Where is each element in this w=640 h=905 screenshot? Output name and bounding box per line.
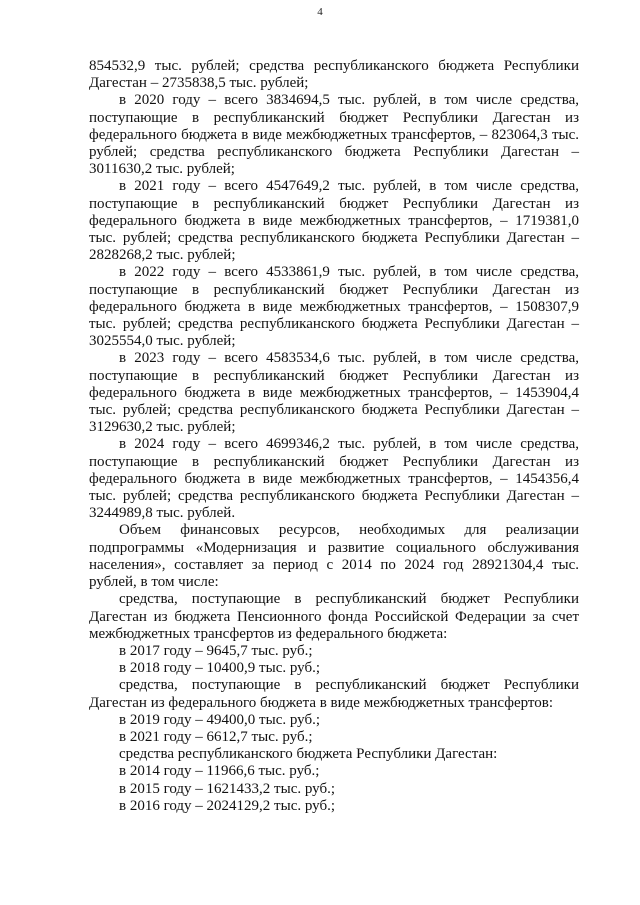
- list-item-2016: в 2016 году – 2024129,2 тыс. руб.;: [119, 797, 336, 814]
- list-item-2019: в 2019 году – 49400,0 тыс. руб.;: [119, 711, 321, 728]
- document-body: [89, 58, 579, 815]
- list-item-2014: в 2014 году – 11966,6 тыс. руб.;: [119, 763, 320, 780]
- paragraph-pension-fund-source: средства, поступающие в республиканский бюджет Республики Дагестан из бюджета Пенсионного фонда Российской Федерации за счет межбюджетных трансфертов из федерального бюджета:: [89, 591, 579, 642]
- paragraph-federal-source: средства, поступающие в республиканский бюджет Республики Дагестан из федерального бюджета в виде межбюджетных трансфертов:: [89, 677, 579, 711]
- paragraph-2019-continuation: 854532,9 тыс. рублей; средства республиканского бюджета Республики Дагестан – 2735838,5 тыс. рублей;: [89, 58, 579, 92]
- list-item-2021: в 2021 году – 6612,7 тыс. руб.;: [119, 728, 313, 745]
- list-item-2018: в 2018 году – 10400,9 тыс. руб.;: [119, 660, 321, 677]
- paragraph-2021: в 2021 году – всего 4547649,2 тыс. рублей, в том числе средства, поступающие в республиканский бюджет Республики Дагестан из федерального бюджета в виде межбюджетных трансфертов, – 1719381,0 тыс. рублей; средства республиканского бюджета Республики Дагестан – 2828268,2 тыс. рублей;: [89, 178, 579, 264]
- list-item-2017: в 2017 году – 9645,7 тыс. руб.;: [119, 642, 313, 659]
- page-number: 4: [317, 6, 323, 18]
- list-item-2015: в 2015 году – 1621433,2 тыс. руб.;: [119, 780, 336, 797]
- paragraph-2022: в 2022 году – всего 4533861,9 тыс. рублей, в том числе средства, поступающие в республиканский бюджет Республики Дагестан из федерального бюджета в виде межбюджетных трансфертов, – 1508307,9 тыс. рублей; средства республиканского бюджета Республики Дагестан – 3025554,0 тыс. рублей;: [89, 264, 579, 350]
- paragraph-2020: в 2020 году – всего 3834694,5 тыс. рублей, в том числе средства, поступающие в республиканский бюджет Республики Дагестан из федерального бюджета в виде межбюджетных трансфертов, – 823064,3 тыс. рублей; средства республиканского бюджета Республики Дагестан – 3011630,2 тыс. рублей;: [89, 92, 579, 178]
- paragraph-2023: в 2023 году – всего 4583534,6 тыс. рублей, в том числе средства, поступающие в республиканский бюджет Республики Дагестан из федерального бюджета в виде межбюджетных трансфертов, – 1453904,4 тыс. рублей; средства республиканского бюджета Республики Дагестан – 3129630,2 тыс. рублей;: [89, 350, 579, 436]
- paragraph-subprogram-total: Объем финансовых ресурсов, необходимых для реализации подпрограммы «Модернизация и развитие социального обслуживания населения», составляет за период с 2014 по 2024 год 28921304,4 тыс. рублей, в том числе:: [89, 522, 579, 591]
- paragraph-2024: в 2024 году – всего 4699346,2 тыс. рублей, в том числе средства, поступающие в республиканский бюджет Республики Дагестан из федерального бюджета в виде межбюджетных трансфертов, – 1454356,4 тыс. рублей; средства республиканского бюджета Республики Дагестан – 3244989,8 тыс. рублей.: [89, 436, 579, 522]
- paragraph-republic-source: средства республиканского бюджета Республики Дагестан:: [119, 746, 498, 763]
